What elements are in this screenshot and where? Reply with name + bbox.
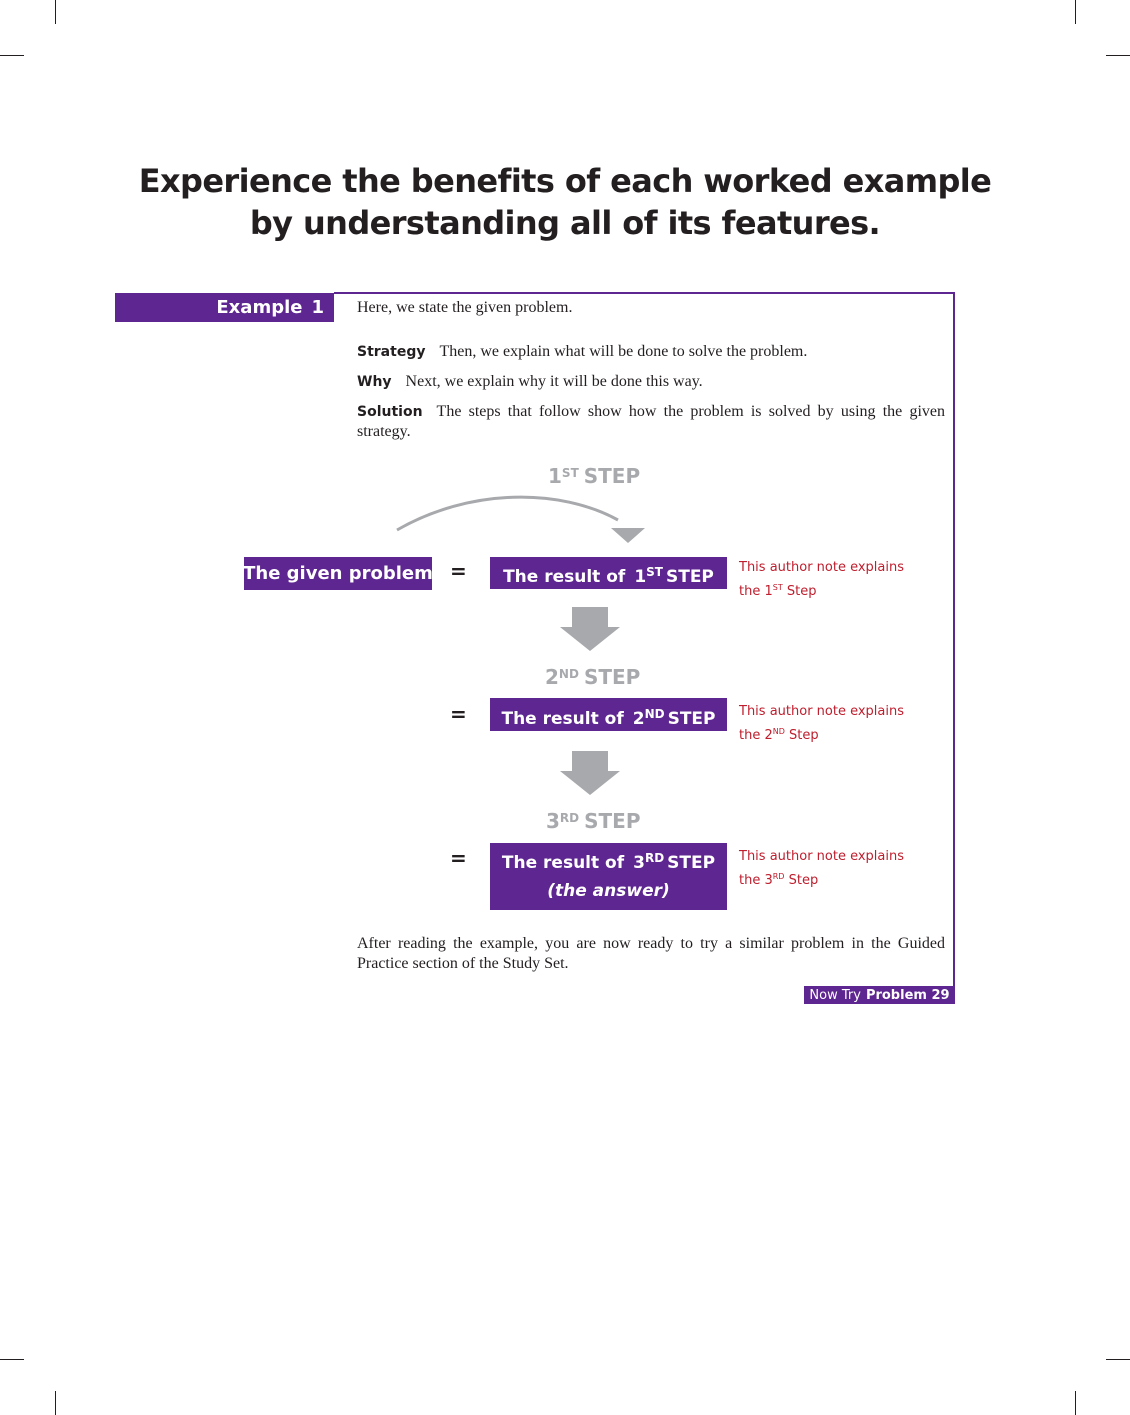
solution-label: Solution bbox=[357, 404, 423, 420]
step-1-note-line-1: This author note explains bbox=[739, 560, 905, 575]
given-problem-box: The given problem bbox=[244, 557, 432, 590]
step-2-result-box bbox=[490, 698, 727, 731]
step-1-title bbox=[548, 464, 640, 488]
step-3-result-box bbox=[490, 843, 727, 910]
step-2-author-note bbox=[739, 702, 919, 746]
step-3-author-note bbox=[739, 847, 919, 891]
step-3-number: 3 bbox=[546, 809, 560, 833]
step-1-result-word: STEP bbox=[665, 567, 714, 587]
step-2-result-prefix: The result of bbox=[501, 709, 624, 729]
step-2-ordinal: ND bbox=[558, 667, 579, 681]
step-3-note-ordinal: RD bbox=[772, 872, 785, 881]
step-1-number: 1 bbox=[548, 464, 562, 488]
equals-sign-1: = bbox=[450, 559, 467, 583]
step-1-ordinal: ST bbox=[561, 466, 579, 480]
headline-line-1: Experience the benefits of each worked example bbox=[138, 162, 992, 200]
now-try-label: Now Try bbox=[809, 987, 861, 1003]
equals-sign-3: = bbox=[450, 846, 467, 870]
equals-sign-2: = bbox=[450, 702, 467, 726]
step-1-result-number: 1 bbox=[634, 567, 647, 587]
step-1-author-note bbox=[739, 558, 919, 602]
step-2-number: 2 bbox=[545, 665, 559, 689]
step-3-result-prefix: The result of bbox=[501, 853, 625, 873]
step-3-note-prefix: the 3 bbox=[739, 873, 773, 888]
step-2-word: STEP bbox=[583, 665, 641, 689]
curved-arrow-head bbox=[611, 528, 645, 543]
strategy-text: Then, we explain what will be done to solve the problem. bbox=[439, 343, 808, 360]
step-1-word: STEP bbox=[583, 464, 641, 488]
why-text: Next, we explain why it will be done this way. bbox=[405, 373, 703, 390]
step-3-note-suffix: Step bbox=[784, 873, 819, 888]
step-2-note-line-2 bbox=[739, 722, 919, 746]
strategy-label: Strategy bbox=[357, 344, 426, 360]
now-try-tag[interactable] bbox=[804, 986, 955, 1004]
step-1-result-prefix: The result of bbox=[503, 567, 626, 587]
down-arrow-2 bbox=[560, 751, 620, 795]
step-1-note-line-2 bbox=[739, 578, 919, 602]
example-number: 1 bbox=[311, 297, 324, 318]
down-arrow-1 bbox=[560, 607, 620, 651]
step-1-note-suffix: Step bbox=[782, 584, 817, 599]
step-1-result-box bbox=[490, 557, 727, 589]
step-3-word: STEP bbox=[584, 809, 641, 833]
step-3-answer: (the answer) bbox=[547, 881, 670, 901]
step-2-note-suffix: Step bbox=[784, 728, 819, 743]
step-3-note-line-1: This author note explains bbox=[739, 849, 905, 864]
step-2-result-word: STEP bbox=[667, 709, 716, 729]
solution-text: The steps that follow show how the problem is solved by using the given strategy. bbox=[357, 403, 945, 440]
example-problem: Here, we state the given problem. bbox=[357, 299, 573, 316]
step-3-note-line-2 bbox=[739, 867, 919, 891]
step-3-result-ordinal: RD bbox=[644, 851, 665, 865]
step-2-note-ordinal: ND bbox=[772, 727, 785, 736]
curved-step-arrow bbox=[397, 497, 618, 530]
why-label: Why bbox=[357, 374, 392, 390]
step-2-result-number: 2 bbox=[632, 709, 645, 729]
step-2-note-line-1: This author note explains bbox=[739, 704, 905, 719]
step-1-note-ordinal: ST bbox=[772, 583, 783, 592]
step-3-ordinal: RD bbox=[559, 811, 580, 825]
closing-paragraph: After reading the example, you are now ready to try a similar problem in the Guided Practice section of the Study Set. bbox=[357, 935, 945, 972]
now-try-problem: Problem 29 bbox=[865, 987, 950, 1003]
step-3-result-word: STEP bbox=[667, 853, 716, 873]
step-1-note-prefix: the 1 bbox=[739, 584, 773, 599]
headline-line-2: by understanding all of its features. bbox=[249, 204, 881, 242]
step-1-result-ordinal: ST bbox=[646, 565, 663, 579]
step-2-result-ordinal: ND bbox=[644, 707, 665, 721]
step-3-result-number: 3 bbox=[633, 853, 645, 873]
step-3-title bbox=[546, 809, 641, 833]
step-2-title bbox=[545, 665, 640, 689]
example-label-text: Example bbox=[216, 297, 303, 318]
step-2-note-prefix: the 2 bbox=[739, 728, 773, 743]
